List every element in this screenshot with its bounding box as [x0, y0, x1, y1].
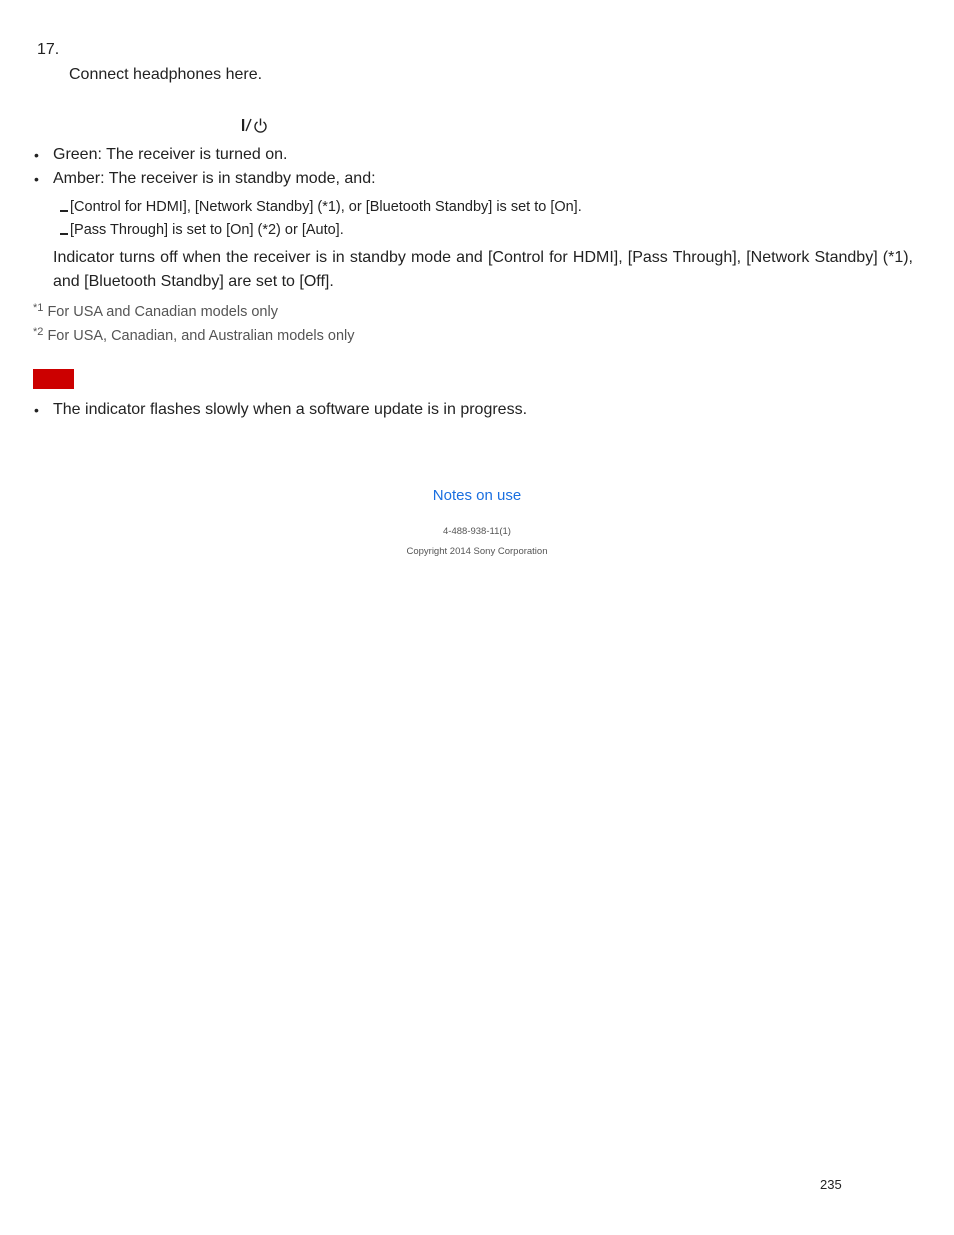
footnote-text: For USA and Canadian models only	[47, 304, 278, 320]
list-item: • Green: The receiver is turned on.	[33, 143, 376, 167]
power-standby-icon	[240, 116, 268, 134]
notes-on-use-link[interactable]: Notes on use	[432, 487, 522, 504]
document-code: 4-488-938-11(1)	[443, 526, 511, 537]
indicator-state-list	[33, 143, 376, 191]
footnote	[33, 328, 355, 344]
page-number: 235	[820, 1177, 842, 1192]
footnote-text: For USA, Canadian, and Australian models only	[47, 328, 355, 344]
item-description: Connect headphones here.	[69, 66, 263, 83]
list-item: • The indicator flashes slowly when a software update is in progress.	[33, 398, 527, 422]
footnote-mark: *1	[33, 302, 44, 314]
indicator-off-paragraph: Indicator turns off when the receiver is in standby mode and [Control for HDMI], [Pass Through], [Network Standby] (*1), and [Bluetooth Standby] are set to [Off].	[53, 249, 913, 290]
list-item: [Pass Through] is set to [On] (*2) or [Auto].	[58, 219, 582, 242]
copyright-text: Copyright 2014 Sony Corporation	[406, 546, 548, 557]
item-number: 17.	[37, 41, 60, 58]
standby-condition-list	[58, 196, 582, 242]
note-list	[33, 398, 527, 422]
list-item: [Control for HDMI], [Network Standby] (*1), or [Bluetooth Standby] is set to [On].	[58, 196, 582, 219]
footnote-mark: *2	[33, 326, 44, 338]
list-item: • Amber: The receiver is in standby mode, and:	[33, 167, 376, 191]
footnote	[33, 304, 278, 320]
note-badge	[33, 369, 74, 389]
